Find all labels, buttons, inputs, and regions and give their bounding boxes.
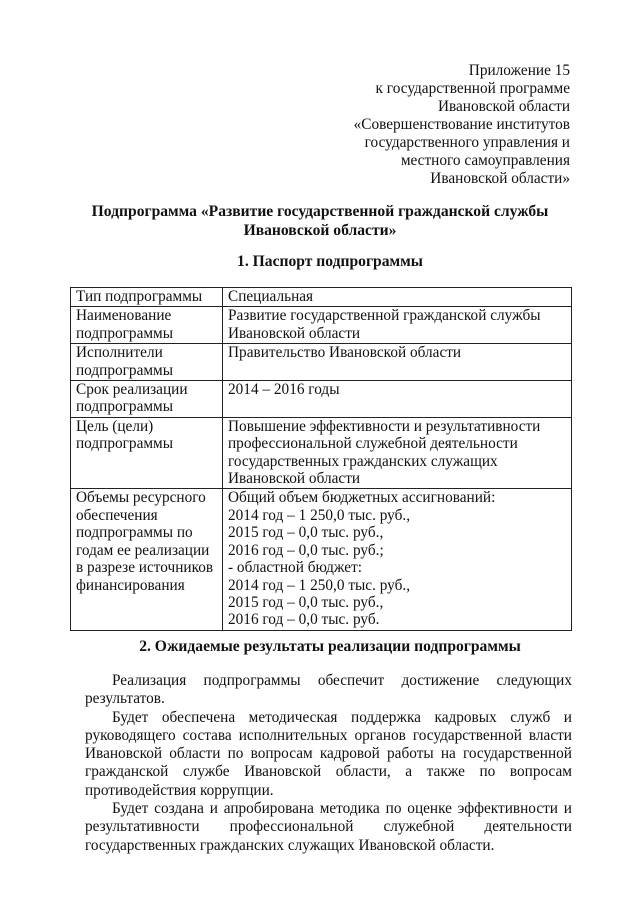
cell-line: годам ее реализации — [76, 541, 210, 559]
cell-value — [223, 344, 572, 381]
cell-line: Наименование — [76, 307, 172, 325]
cell-label — [71, 381, 223, 418]
cell-line: 2016 год – 0,0 тыс. руб. — [228, 611, 380, 629]
cell-value — [223, 307, 572, 344]
appendix-line: Ивановской области — [437, 98, 570, 115]
cell-line: Ивановской области — [228, 470, 361, 488]
cell-line: Общий объем бюджетных ассигнований: — [228, 489, 496, 507]
cell-line: Развитие государственной гражданской службы — [228, 307, 541, 325]
table-row — [71, 344, 572, 381]
cell-line: подпрограммы — [76, 398, 174, 416]
cell-line: - областной бюджет: — [228, 559, 363, 577]
cell-value — [223, 417, 572, 489]
title-line: Ивановской области» — [243, 221, 397, 239]
paragraph: Будет создана и апробирована методика по оценке эффективности и результативности профессиональной служебной деятельности государственных гражданских служащих Ивановской области. — [85, 800, 572, 854]
title-line: Подпрограмма «Развитие государственной гражданской службы — [91, 203, 549, 220]
table-row — [71, 381, 572, 418]
cell-line: Срок реализации — [76, 381, 188, 399]
cell-line: 2016 год – 0,0 тыс. руб.; — [228, 541, 384, 559]
cell-line: Цель (цели) — [76, 417, 154, 435]
appendix-header — [354, 62, 570, 188]
appendix-line: Ивановской области» — [430, 170, 570, 187]
passport-table — [70, 287, 572, 631]
table-row — [71, 288, 572, 307]
appendix-line: «Совершенствование институтов — [353, 116, 570, 133]
cell-line: подпрограммы — [76, 324, 174, 342]
appendix-line: Приложение 15 — [468, 62, 570, 79]
cell-value — [223, 288, 572, 307]
paragraph: Реализация подпрограммы обеспечит достижение следующих результатов. — [85, 672, 572, 708]
cell-line: 2015 год – 0,0 тыс. руб., — [228, 524, 384, 542]
appendix-line: к государственной программе — [375, 80, 570, 97]
cell-line: подпрограммы по — [76, 524, 193, 542]
cell-line: Специальная — [228, 288, 314, 305]
cell-line: Исполнители — [76, 344, 163, 362]
cell-line: 2014 год – 1 250,0 тыс. руб., — [228, 506, 411, 524]
appendix-line: местного самоуправления — [400, 152, 570, 169]
cell-line: подпрограммы — [76, 435, 174, 453]
cell-line: 2014 год – 1 250,0 тыс. руб., — [228, 576, 411, 594]
cell-label — [71, 307, 223, 344]
cell-label — [71, 489, 223, 630]
cell-value — [223, 381, 572, 418]
table-row — [71, 489, 572, 630]
cell-line: подпрограммы — [76, 361, 174, 379]
cell-line: профессиональной служебной деятельности — [228, 435, 518, 453]
section-1-heading: 1. Паспорт подпрограммы — [237, 253, 423, 270]
cell-line: 2015 год – 0,0 тыс. руб., — [228, 593, 384, 611]
section-2-body — [85, 672, 572, 855]
cell-value — [223, 489, 572, 630]
cell-label — [71, 417, 223, 489]
cell-label — [71, 344, 223, 381]
cell-line: Объемы ресурсного — [76, 489, 206, 507]
cell-label — [71, 288, 223, 307]
cell-line: в разрезе источников — [76, 559, 214, 577]
appendix-line: государственного управления и — [364, 134, 570, 151]
cell-line: 2014 – 2016 годы — [228, 381, 340, 399]
cell-line: Тип подпрограммы — [76, 288, 203, 305]
cell-line: государственных гражданских служащих — [228, 452, 498, 470]
table-row — [71, 417, 572, 489]
cell-line: Повышение эффективности и результативности — [228, 417, 541, 435]
table-row — [71, 307, 572, 344]
cell-line: Правительство Ивановской области — [228, 344, 462, 362]
cell-line: финансирования — [76, 576, 185, 594]
section-2-heading: 2. Ожидаемые результаты реализации подпрограммы — [139, 638, 521, 655]
paragraph: Будет обеспечена методическая поддержка кадровых служб и руководящего состава исполнительных органов государственной власти Ивановской области по вопросам кадровой работы на государственной гражданской службе Ивановской области, а также по вопросам противодействия коррупции. — [85, 708, 572, 799]
cell-line: обеспечения — [76, 506, 158, 524]
cell-line: Ивановской области — [228, 324, 361, 342]
document-title — [60, 203, 580, 240]
